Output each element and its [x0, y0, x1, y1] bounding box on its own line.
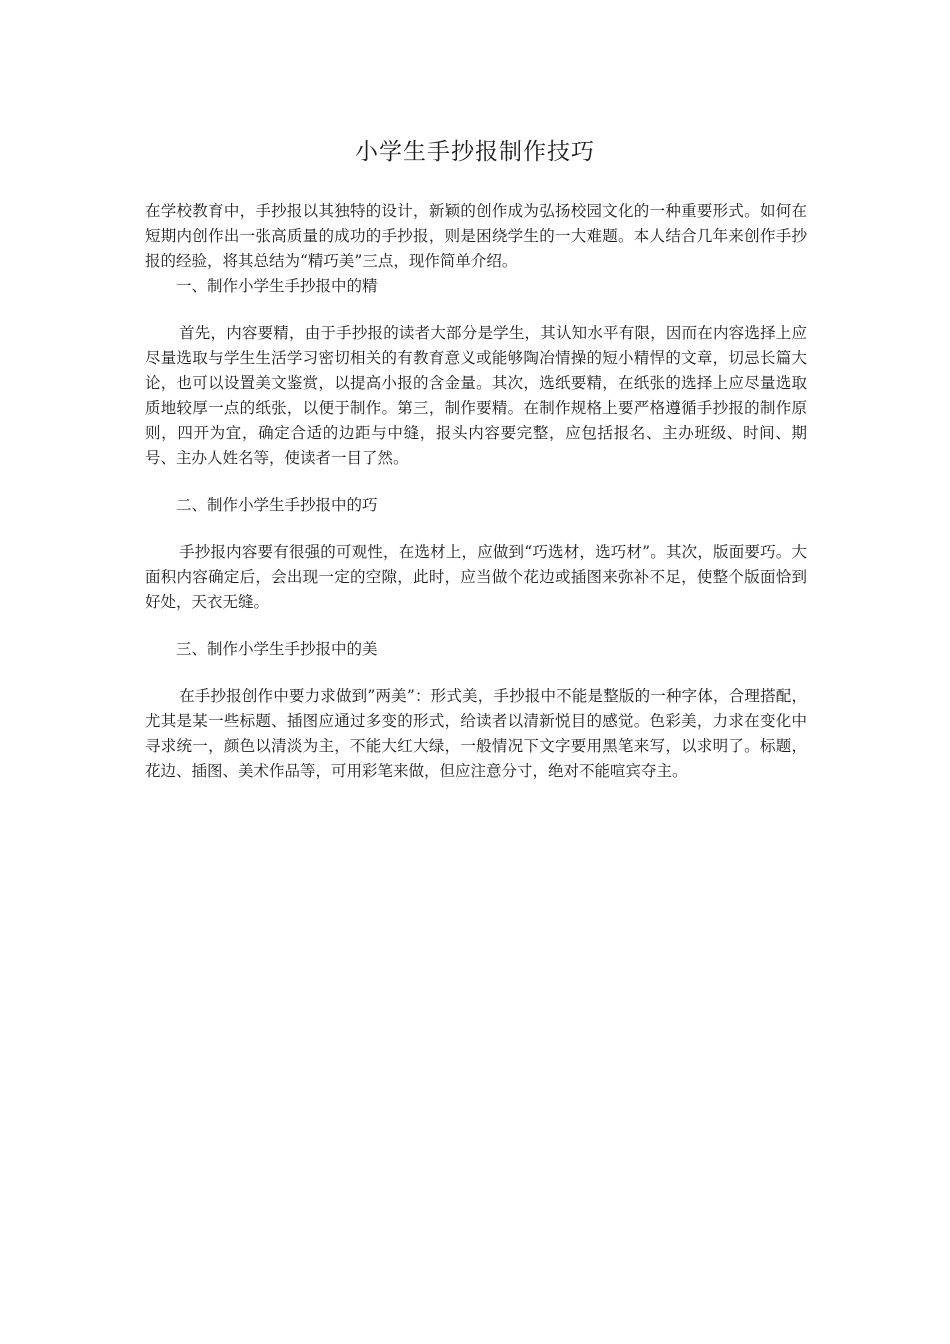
- intro-paragraph: 在学校教育中，手抄报以其独特的设计，新颖的创作成为弘扬校园文化的一种重要形式。如何在短期内创作出一张高质量的成功的手抄报，则是困绕学生的一大难题。本人结合几年来创作手抄报的经验，将其总结为“精巧美”三点，现作简单介绍。: [145, 202, 807, 270]
- document-body: [145, 199, 807, 784]
- section-heading-3: 三、制作小学生手抄报中的美: [176, 640, 378, 658]
- section-body-1: 首先，内容要精，由于手抄报的读者大部分是学生，其认知水平有限，因而在内容选择上应尽量选取与学生生活学习密切相关的有教育意义或能够陶冶情操的短小精悍的文章，切忌长篇大论，也可以设置美文鉴赏，以提高小报的含金量。其次，选纸要精，在纸张的选择上应尽量选取质地较厚一点的纸张，以便于制作。第三，制作要精。在制作规格上要严格遵循手抄报的制作原则，四开为宜，确定合适的边距与中缝，报头内容要完整，应包括报名、主办班级、时间、期号、主办人姓名等，使读者一目了然。: [145, 324, 807, 467]
- document-title: 小学生手抄报制作技巧: [355, 139, 595, 165]
- section-heading-2: 二、制作小学生手抄报中的巧: [176, 496, 378, 514]
- section-body-2: 手抄报内容要有很强的可观性，在选材上，应做到“巧选材，选巧材”。其次，版面要巧。大面积内容确定后，会出现一定的空隙，此时，应当做个花边或插图来弥补不足，使整个版面恰到好处，天衣无缝。: [145, 543, 807, 611]
- spacer: [145, 299, 807, 321]
- spacer: [145, 518, 807, 540]
- spacer: [145, 615, 807, 637]
- section-heading-1: 一、制作小学生手抄报中的精: [176, 277, 378, 295]
- spacer: [145, 471, 807, 493]
- section-body-3: 在手抄报创作中要力求做到”两美”：形式美，手抄报中不能是整版的一种字体，合理搭配，尤其是某一些标题、插图应通过多变的形式，给读者以清新悦目的感觉。色彩美，力求在变化中寻求统一，颜色以清淡为主，不能大红大绿，一般情况下文字要用黑笔来写，以求明了。标题，花边、插图、美术作品等，可用彩笔来做，但应注意分寸，绝对不能喧宾夺主。: [145, 687, 807, 780]
- spacer: [145, 662, 807, 684]
